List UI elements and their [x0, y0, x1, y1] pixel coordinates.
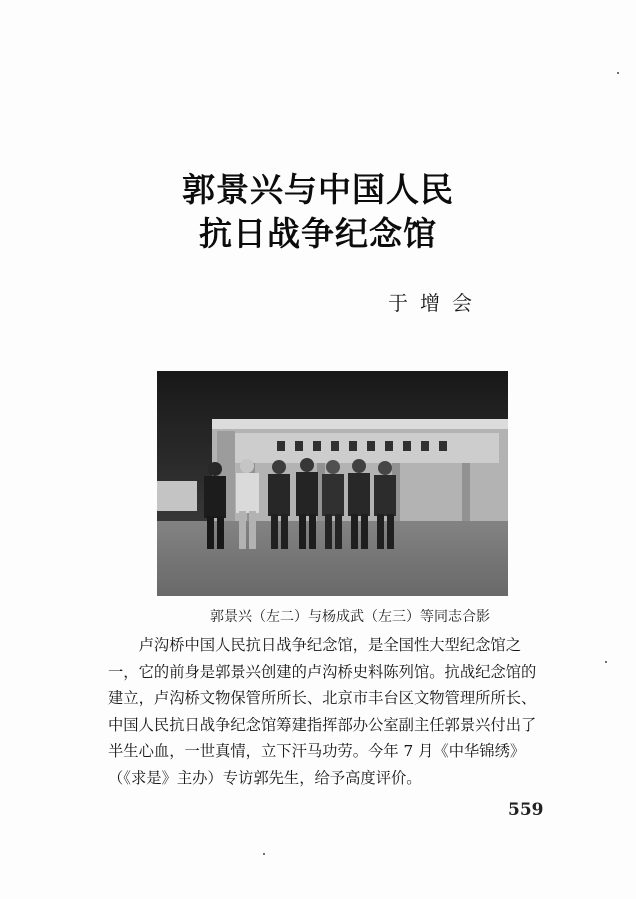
article-title [0, 168, 636, 256]
page-number: 559 [508, 800, 544, 820]
scan-speck [617, 72, 619, 74]
group-photo [157, 371, 508, 596]
author-name: 于增会 [388, 291, 484, 315]
scan-speck [605, 661, 607, 663]
body-line: 一，它的前身是郭景兴创建的卢沟桥史料陈列馆。抗战纪念馆的 [108, 662, 537, 681]
scan-speck [263, 853, 265, 855]
body-line: 建立，卢沟桥文物保管所所长、北京市丰台区文物管理所所长、 [108, 689, 537, 707]
photo-caption: 郭景兴（左二）与杨成武（左三）等同志合影 [210, 609, 490, 625]
body-line: 半生心血，一世真情，立下汗马功劳。今年 7 月《中华锦绣》 [108, 742, 526, 760]
body-line: 卢沟桥中国人民抗日战争纪念馆，是全国性大型纪念馆之 [108, 636, 522, 654]
body-line: （《求是》主办）专访郭先生，给予高度评价。 [108, 768, 422, 787]
article-body [108, 632, 568, 791]
title-line-2: 抗日战争纪念馆 [199, 214, 437, 253]
body-line: 中国人民抗日战争纪念馆筹建指挥部办公室副主任郭景兴付出了 [108, 715, 537, 734]
title-line-1: 郭景兴与中国人民 [182, 170, 454, 209]
